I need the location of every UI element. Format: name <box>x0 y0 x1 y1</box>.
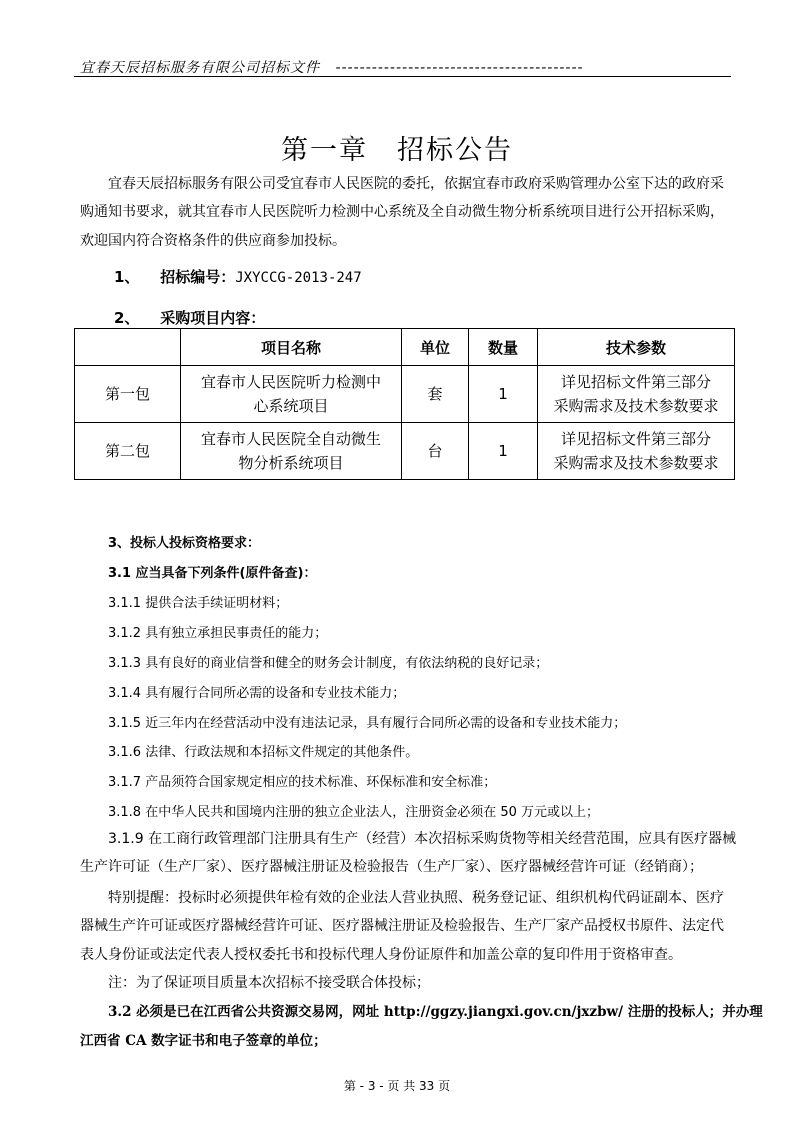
page-number: 第 - 3 - 页 共 33 页 <box>343 1079 451 1093</box>
project-name-line: 宜春市人民医院全自动微生 <box>200 430 381 448</box>
package-cell: 第一包 <box>75 366 181 423</box>
tech-params-line: 采购需求及技术参数要求 <box>553 397 719 415</box>
requirement-item-319-line-1: 3.1.9 在工商行政管理部门注册具有生产（经营）本次招标采购货物等相关经营范围，应具有医疗器械 <box>108 831 737 847</box>
tender-number: JXYCCG-2013-247 <box>235 270 362 286</box>
section-2-label: 采购项目内容： <box>160 309 266 327</box>
project-name-cell <box>181 423 402 480</box>
project-name-line: 心系统项目 <box>253 397 329 415</box>
project-name-line: 物分析系统项目 <box>238 454 344 472</box>
quantity-cell: 1 <box>469 366 538 423</box>
section-2-number: 2、 <box>114 309 140 327</box>
table-row <box>75 423 735 480</box>
intro-line-2: 购通知书要求，就其宜春市人民医院听力检测中心系统及全自动微生物分析系统项目进行公开招标采购， <box>80 204 724 220</box>
section-3-2-line-2: 江西省 CA 数字证书和电子签章的单位； <box>80 1033 327 1049</box>
tech-params-cell <box>538 423 735 480</box>
table-row <box>75 366 735 423</box>
chapter-title: 第一章 招标公告 <box>281 135 513 166</box>
requirement-item: 3.1.5 近三年内在经营活动中没有违法记录，具有履行合同所必需的设备和专业技术能力； <box>108 716 627 731</box>
unit-cell: 台 <box>402 423 469 480</box>
table-header-cell: 单位 <box>402 329 469 366</box>
section-2 <box>114 307 265 328</box>
section-1 <box>114 266 362 287</box>
tech-params-line: 详见招标文件第三部分 <box>560 373 711 391</box>
tech-params-line: 详见招标文件第三部分 <box>560 430 711 448</box>
reminder-line-1: 特别提醒：投标时必须提供年检有效的企业法人营业执照、税务登记证、组织机构代码证副本、医疗 <box>108 890 724 906</box>
unit-cell: 套 <box>402 366 469 423</box>
section-3-2-line-1: 3.2 必须是已在江西省公共资源交易网，网址 http://ggzy.jiangxi.gov.cn/jxzbw/ 注册的投标人；并办理 <box>108 1004 763 1020</box>
procurement-table <box>74 328 735 480</box>
table-header-cell: 项目名称 <box>181 329 402 366</box>
table-header-cell: 数量 <box>469 329 538 366</box>
header-rule <box>74 76 731 77</box>
section-3-title: 3、投标人投标资格要求： <box>108 536 261 551</box>
table-header-row <box>75 329 735 366</box>
tech-params-cell <box>538 366 735 423</box>
requirement-item: 3.1.6 法律、行政法规和本招标文件规定的其他条件。 <box>108 745 419 760</box>
requirement-item-319-line-2: 生产许可证（生产厂家）、医疗器械注册证及检验报告（生产厂家）、医疗器械经营许可证（经销商）； <box>80 859 703 875</box>
quantity-cell: 1 <box>469 423 538 480</box>
requirement-item: 3.1.8 在中华人民共和国境内注册的独立企业法人，注册资金必须在 50 万元或以上； <box>108 805 600 820</box>
requirement-item: 3.1.2 具有独立承担民事责任的能力； <box>108 626 328 641</box>
intro-line-3: 欢迎国内符合资格条件的供应商参加投标。 <box>80 233 346 249</box>
requirement-item: 3.1.1 提供合法手续证明材料； <box>108 596 289 611</box>
intro-line-1: 宜春天辰招标服务有限公司受宜春市人民医院的委托，依据宜春市政府采购管理办公室下达的政府采 <box>108 176 724 192</box>
tech-params-line: 采购需求及技术参数要求 <box>553 454 719 472</box>
header-dashes: ----------------------------------------- <box>335 60 584 76</box>
section-1-label: 招标编号： <box>160 268 236 286</box>
project-name-line: 宜春市人民医院听力检测中 <box>200 373 381 391</box>
joint-bid-note: 注：为了保证项目质量本次招标不接受联合体投标； <box>108 975 430 991</box>
package-cell: 第二包 <box>75 423 181 480</box>
requirement-item: 3.1.4 具有履行合同所必需的设备和专业技术能力； <box>108 686 406 701</box>
header-company: 宜春天辰招标服务有限公司招标文件 <box>80 60 320 76</box>
reminder-line-2: 器械生产许可证或医疗器械经营许可证、医疗器械注册证及检验报告、生产厂家产品授权书原件、法定代 <box>80 918 724 934</box>
reminder-line-3: 表人身份证或法定代表人授权委托书和投标代理人身份证原件和加盖公章的复印件用于资格审查。 <box>80 947 682 963</box>
running-header <box>80 57 584 77</box>
project-name-cell <box>181 366 402 423</box>
section-3-1-title: 3.1 应当具备下列条件(原件备查)： <box>108 566 317 581</box>
table-header-cell <box>75 329 181 366</box>
table-header-cell: 技术参数 <box>538 329 735 366</box>
requirement-item: 3.1.7 产品须符合国家规定相应的技术标准、环保标准和安全标准； <box>108 775 497 790</box>
section-1-number: 1、 <box>114 268 140 286</box>
requirement-item: 3.1.3 具有良好的商业信誉和健全的财务会计制度，有依法纳税的良好记录； <box>108 656 549 671</box>
